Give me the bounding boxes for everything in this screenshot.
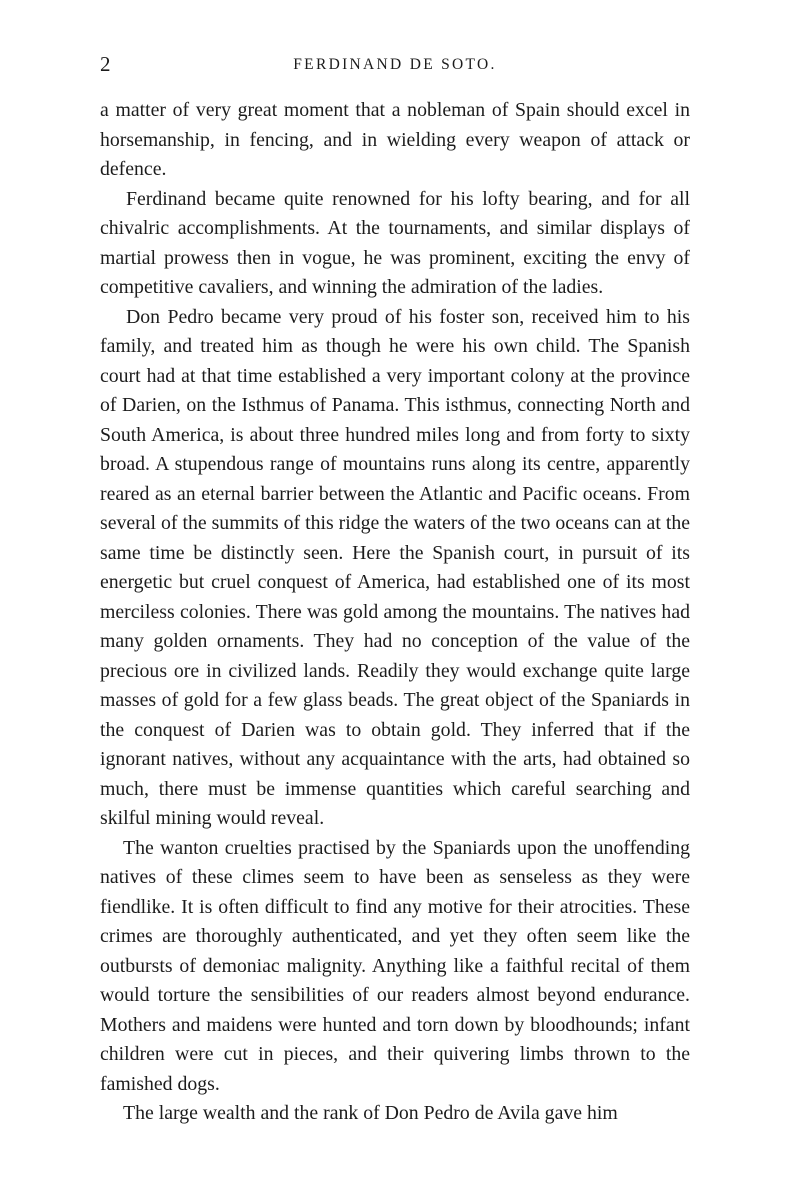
paragraph: Don Pedro became very proud of his foster son, received him to his family, and treated him as though he were his own child. The Spanish court had at that time established a very important colony at the province of Darien, on the Isthmus of Panama. This isthmus, connecting North and South America, is about three hundred miles long and from forty to sixty broad. A stupendous range of mountains runs along its centre, apparently reared as an eternal barrier between the Atlantic and Pacific oceans. From several of the summits of this ridge the waters of the two oceans can at the same time be distinctly seen. Here the Spanish court, in pursuit of its energetic but cruel conquest of America, had established one of its most merciless colonies. There was gold among the mountains. The natives had many golden ornaments. They had no conception of the value of the precious ore in civilized lands. Readily they would exchange quite large masses of gold for a few glass beads. The great object of the Spaniards in the conquest of Darien was to obtain gold. They inferred that if the ignorant natives, without any acquaintance with the arts, had obtained so much, there must be immense quantities which careful searching and skilful mining would reveal.	[100, 305, 690, 829]
running-title: FERDINAND DE SOTO.	[293, 56, 497, 73]
book-page	[100, 52, 690, 1129]
running-head	[100, 52, 690, 86]
paragraph: The wanton cruelties practised by the Spaniards upon the unoffending natives of these climes seem to have been as senseless as they were fiendlike. It is often difficult to find any motive for their atrocities. These crimes are thoroughly authenticated, and yet they often seem like the outbursts of demoniac malignity. Anything like a faithful recital of them would torture the sensibilities of our readers almost beyond endurance. Mothers and maidens were hunted and torn down by bloodhounds; infant children were cut in pieces, and their quivering limbs thrown to the famished dogs.	[100, 836, 690, 1095]
page-number: 2	[100, 52, 111, 76]
paragraph: Ferdinand became quite renowned for his lofty bearing, and for all chivalric accomplishments. At the tournaments, and similar displays of martial prowess then in vogue, he was prominent, exciting the envy of competitive cavaliers, and winning the admiration of the ladies.	[100, 187, 690, 298]
paragraph: The large wealth and the rank of Don Pedro de Avila gave him	[123, 1102, 618, 1124]
body-text	[100, 96, 690, 1129]
paragraph-continued: a matter of very great moment that a nobleman of Spain should excel in horsemanship, in fencing, and in wielding every weapon of attack or defence.	[100, 99, 690, 180]
